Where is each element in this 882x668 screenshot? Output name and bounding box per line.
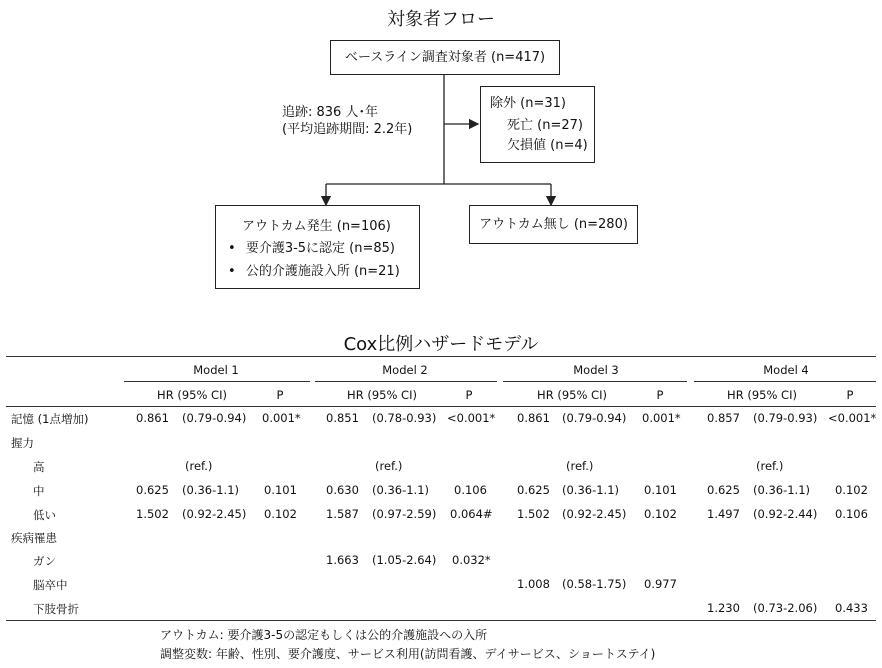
stroke-m3-hr: 1.008	[517, 577, 550, 591]
grip-low-m1-p: 0.102	[264, 507, 297, 521]
grip-low-m2-p: 0.064#	[450, 507, 493, 521]
note-outcome: アウトカム: 要介護3-5の認定もしくは公的介護施設への入所	[160, 628, 488, 642]
grip-mid-m1-ci: (0.36-1.1)	[182, 483, 240, 497]
grip-low-m3-p: 0.102	[644, 507, 677, 521]
grip-mid-m3-p: 0.101	[644, 483, 677, 497]
excluded-title: 除外 (n=31)	[490, 96, 566, 111]
cancer-m2-p: 0.032*	[452, 553, 491, 567]
no-outcome-box	[469, 205, 638, 244]
memory-m2-p: <0.001*	[447, 411, 496, 425]
followup-label-1: 追跡: 836 人･年	[282, 105, 378, 120]
fracture-m4-ci: (0.73-2.06)	[753, 601, 818, 615]
grip-high-m4-ref: (ref.)	[756, 459, 784, 473]
grip-low-m1-ci: (0.92-2.45)	[182, 507, 247, 521]
table-top-rule	[6, 356, 876, 357]
outcome-box	[215, 205, 420, 289]
memory-m2-hr: 0.851	[326, 411, 359, 425]
grip-mid-m2-ci: (0.36-1.1)	[372, 483, 430, 497]
bullet-icon: •	[228, 264, 236, 279]
row-label-fracture: 下肢骨折	[33, 602, 79, 616]
model-4-header: Model 4	[763, 363, 809, 377]
outcome-item-1	[228, 240, 395, 257]
grip-mid-m4-p: 0.102	[835, 483, 868, 497]
table-title: Cox比例ハザードモデル	[343, 334, 539, 355]
memory-m4-hr: 0.857	[707, 411, 740, 425]
grip-mid-m3-ci: (0.36-1.1)	[562, 483, 620, 497]
row-label-grip-high: 高	[33, 460, 45, 474]
model-1-p-header: P	[276, 388, 284, 402]
row-label-stroke: 脳卒中	[33, 578, 68, 592]
model-2-header: Model 2	[382, 363, 428, 377]
excluded-box	[480, 86, 595, 163]
model-1-rule	[124, 381, 310, 382]
model-4-rule	[694, 381, 876, 382]
model-3-p-header: P	[656, 388, 664, 402]
grip-high-m3-ref: (ref.)	[566, 459, 594, 473]
baseline-label: ベースライン調査対象者 (n=417)	[344, 50, 546, 65]
outcome-title: アウトカム発生 (n=106)	[242, 219, 391, 234]
cancer-m2-ci: (1.05-2.64)	[372, 553, 437, 567]
model-2-p-header: P	[465, 388, 473, 402]
memory-m4-p: <0.001*	[828, 411, 877, 425]
table-bottom-rule	[6, 620, 876, 621]
memory-m3-p: 0.001*	[642, 411, 681, 425]
grip-high-m1-ref: (ref.)	[185, 459, 213, 473]
row-label-disease: 疾病罹患	[11, 531, 57, 545]
memory-m1-ci: (0.79-0.94)	[182, 411, 247, 425]
stroke-m3-ci: (0.58-1.75)	[562, 577, 627, 591]
excluded-death: 死亡 (n=27)	[507, 118, 583, 133]
excluded-missing: 欠損値 (n=4)	[507, 138, 588, 153]
header-bottom-rule	[6, 406, 876, 407]
grip-low-m1-hr: 1.502	[136, 507, 169, 521]
memory-m3-ci: (0.79-0.94)	[562, 411, 627, 425]
model-1-header: Model 1	[193, 363, 239, 377]
row-label-cancer: ガン	[33, 554, 56, 568]
row-label-grip-low: 低い	[33, 508, 56, 522]
model-2-hr-header: HR (95% CI)	[347, 388, 417, 402]
memory-m1-hr: 0.861	[136, 411, 169, 425]
model-4-hr-header: HR (95% CI)	[727, 388, 797, 402]
cancer-m2-hr: 1.663	[326, 553, 359, 567]
model-2-rule	[315, 381, 497, 382]
grip-high-m2-ref: (ref.)	[375, 459, 403, 473]
fracture-m4-hr: 1.230	[707, 601, 740, 615]
grip-low-m3-hr: 1.502	[517, 507, 550, 521]
row-label-grip-mid: 中	[33, 484, 45, 498]
followup-label-2: (平均追跡期間: 2.2年)	[282, 122, 413, 137]
grip-mid-m4-ci: (0.36-1.1)	[753, 483, 811, 497]
stroke-m3-p: 0.977	[644, 577, 677, 591]
row-label-grip: 握力	[11, 436, 34, 450]
memory-m1-p: 0.001*	[262, 411, 301, 425]
memory-m3-hr: 0.861	[517, 411, 550, 425]
flow-title: 対象者フロー	[387, 9, 495, 30]
grip-low-m4-ci: (0.92-2.44)	[753, 507, 818, 521]
grip-mid-m2-hr: 0.630	[326, 483, 359, 497]
row-label-memory: 記憶 (1点増加)	[11, 412, 89, 426]
note-adjustment: 調整変数: 年齢、性別、要介護度、サービス利用(訪問看護、デイサービス、ショートステイ)	[160, 647, 656, 661]
grip-low-m2-hr: 1.587	[326, 507, 359, 521]
outcome-care-level: 要介護3-5に認定 (n=85)	[245, 241, 395, 256]
grip-low-m4-hr: 1.497	[707, 507, 740, 521]
grip-mid-m1-p: 0.101	[264, 483, 297, 497]
model-4-p-header: P	[846, 388, 854, 402]
grip-low-m3-ci: (0.92-2.45)	[562, 507, 627, 521]
grip-mid-m1-hr: 0.625	[136, 483, 169, 497]
outcome-item-2	[228, 263, 400, 280]
model-1-hr-header: HR (95% CI)	[157, 388, 227, 402]
fracture-m4-p: 0.433	[835, 601, 868, 615]
model-3-rule	[503, 381, 687, 382]
grip-mid-m4-hr: 0.625	[707, 483, 740, 497]
memory-m4-ci: (0.79-0.93)	[753, 411, 818, 425]
model-3-hr-header: HR (95% CI)	[537, 388, 607, 402]
no-outcome-label: アウトカム無し (n=280)	[479, 217, 628, 232]
grip-low-m4-p: 0.106	[835, 507, 868, 521]
memory-m2-ci: (0.78-0.93)	[372, 411, 437, 425]
bullet-icon: •	[228, 241, 236, 256]
model-3-header: Model 3	[573, 363, 619, 377]
grip-low-m2-ci: (0.97-2.59)	[372, 507, 437, 521]
grip-mid-m2-p: 0.106	[454, 483, 487, 497]
grip-mid-m3-hr: 0.625	[517, 483, 550, 497]
baseline-box	[330, 40, 560, 75]
outcome-facility: 公的介護施設入所 (n=21)	[245, 264, 400, 279]
